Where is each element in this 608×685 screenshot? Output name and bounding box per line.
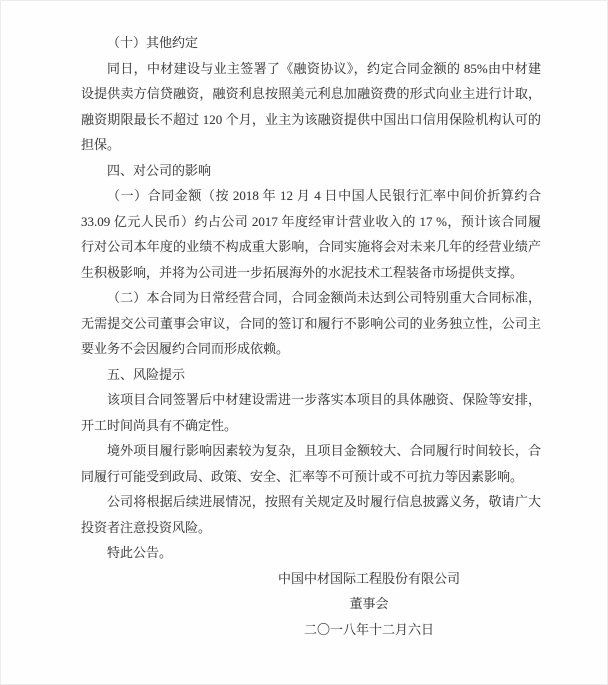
section-heading-impact: 四、对公司的影响 [107, 162, 212, 178]
doc-line: 开工时间尚具有不确定性。 [81, 417, 238, 433]
doc-line: 融资期限最长不超过 120 个月，业主为该融资提供中国出口信用保险机构认可的 [81, 111, 541, 127]
signature-company-name: 中国中材国际工程股份有限公司 [277, 570, 460, 586]
document-body [81, 30, 541, 642]
doc-line: 公司将根据后续进展情况，按照有关规定及时履行信息披露义务，敬请广大 [107, 494, 541, 509]
doc-line: （二）本合同为日常经营合同，合同金额尚未达到公司特别重大合同标准， [107, 290, 541, 305]
doc-line: 同日，中材建设与业主签署了《融资协议》，约定合同金额的 85%由中材建 [107, 60, 541, 76]
doc-line: 要业务不会因履约合同而形成依赖。 [81, 341, 290, 356]
doc-line: 同履行可能受到政局、政策、安全、汇率等不可预计或不可抗力等因素影响。 [81, 468, 524, 484]
doc-line: 投资者注意投资风险。 [81, 519, 212, 535]
doc-line: 该项目合同签署后中材建设需进一步落实本项目的具体融资、保险等安排， [107, 392, 541, 407]
doc-line: 设提供卖方信贷融资，融资利息按照美元利息加融资费的形式向业主进行计取， [81, 86, 541, 101]
doc-line: 担保。 [81, 137, 121, 152]
doc-line: 33.09 亿元人民币）约占公司 2017 年度经审计营业收入的 17 %，预计该合同履 [81, 213, 541, 229]
signature-board: 董事会 [349, 596, 389, 611]
doc-line: 行对公司本年度的业绩不构成重大影响，合同实施将会对未来几年的经营业绩产 [81, 239, 541, 254]
doc-line: 境外项目履行影响因素较为复杂，且项目金额较大、合同履行时间较长，合 [107, 443, 541, 458]
section-heading-risk: 五、风险提示 [107, 366, 186, 382]
doc-line: 无需提交公司董事会审议，合同的签订和履行不影响公司的业务独立性，公司主 [81, 315, 541, 331]
section-heading-other-terms: （十）其他约定 [107, 35, 199, 50]
doc-line: 生积极影响，并将为公司进一步拓展海外的水泥技术工程装备市场提供支撑。 [81, 264, 524, 280]
closing-statement: 特此公告。 [107, 545, 173, 560]
signature-date: 二〇一八年十二月六日 [303, 621, 434, 637]
doc-line: （一）合同金额（按 2018 年 12 月 4 日中国人民银行汇率中间价折算约合 [107, 188, 541, 203]
